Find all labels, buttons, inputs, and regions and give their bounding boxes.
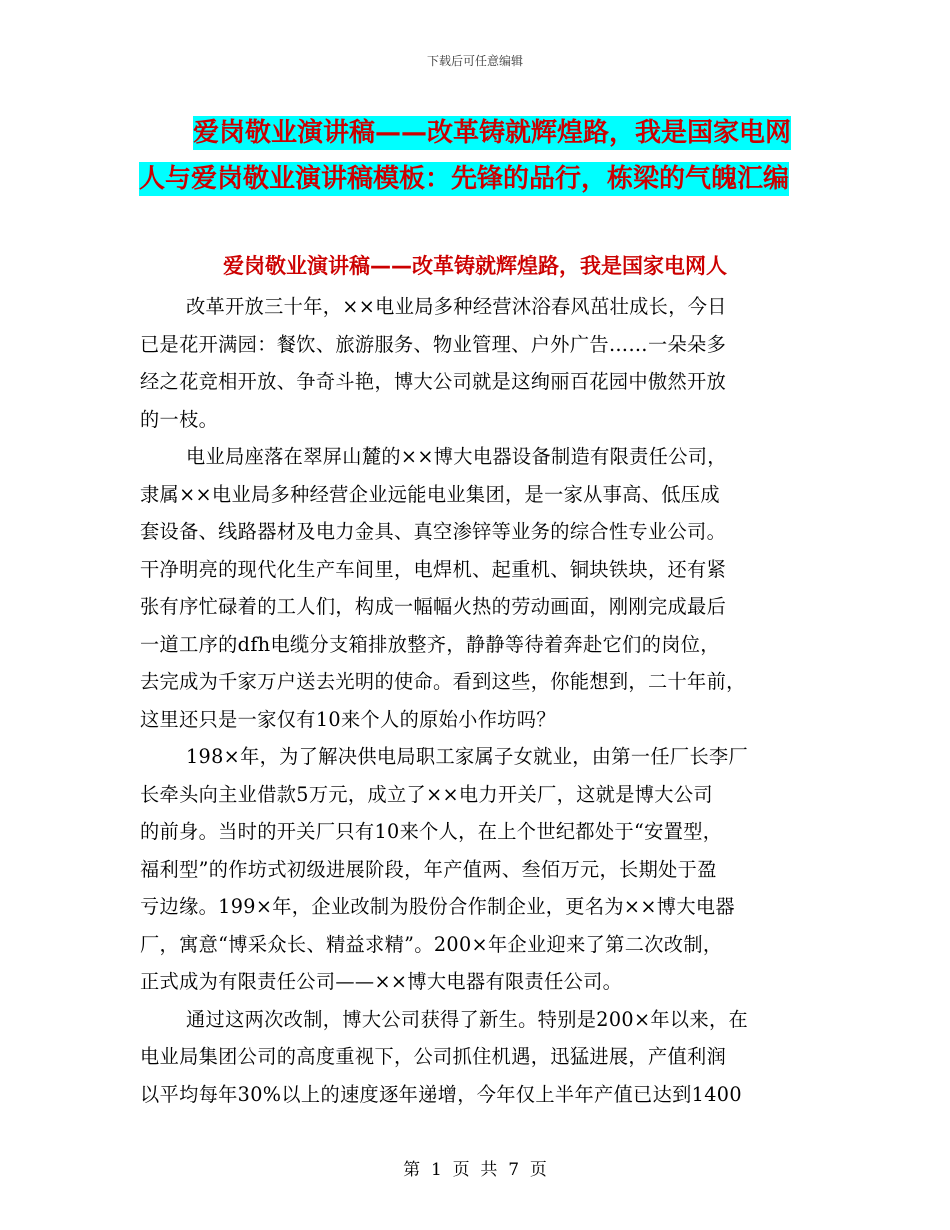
page-footer: 第 1 页 共 7 页 bbox=[403, 1160, 547, 1180]
paragraph-line: 已是花开满园：餐饮、旅游服务、物业管理、户外广告……一朵朵多 bbox=[140, 332, 727, 356]
paragraph-line: 隶属××电业局多种经营企业远能电业集团，是一家从事高、低压成 bbox=[140, 482, 720, 506]
body-text bbox=[140, 288, 815, 1113]
document-title bbox=[139, 110, 819, 202]
page-header: 下载后可任意编辑 bbox=[426, 54, 523, 68]
title-highlight: 人与爱岗敬业演讲稿模板：先锋的品行，栋梁的气魄汇编 bbox=[139, 164, 790, 194]
paragraph-line: 经之花竞相开放、争奇斗艳，博大公司就是这绚丽百花园中傲然开放 bbox=[140, 370, 727, 393]
paragraph-line: 厂，寓意“博采众长、精益求精”。200×年企业迎来了第二次改制， bbox=[140, 932, 723, 956]
paragraph-line: 去完成为千家万户送去光明的使命。看到这些，你能想到，二十年前， bbox=[140, 670, 746, 693]
paragraph-line: 这里还只是一家仅有10来个人的原始小作坊吗？ bbox=[140, 707, 556, 731]
paragraph-line: 套设备、线路器材及电力金具、真空渗锌等业务的综合性专业公司。 bbox=[140, 520, 727, 543]
paragraph-line: 的前身。当时的开关厂只有10来个人，在上个世纪都处于“安置型， bbox=[140, 820, 723, 843]
paragraph-line: 电业局座落在翠屏山麓的××博大电器设备制造有限责任公司， bbox=[186, 445, 727, 468]
paragraph-line: 一道工序的dfh电缆分支箱排放整齐，静静等待着奔赴它们的岗位， bbox=[140, 632, 720, 656]
paragraph-line: 198×年，为了解决供电局职工家属子女就业，由第一任厂长李厂 bbox=[186, 745, 749, 768]
paragraph-line: 福利型”的作坊式初级进展阶段，年产值两、叁佰万元，长期处于盈 bbox=[140, 857, 717, 881]
title-highlight: 爱岗敬业演讲稿——改革铸就辉煌路，我是国家电网 bbox=[193, 118, 792, 148]
document-title-line-2 bbox=[139, 156, 819, 202]
paragraph-line: 正式成为有限责任公司——××博大电器有限责任公司。 bbox=[140, 970, 623, 993]
document-title-line-1 bbox=[139, 110, 819, 156]
paragraph-line: 亏边缘。199×年，企业改制为股份合作制企业，更名为××博大电器 bbox=[140, 895, 735, 918]
paragraph-line: 干净明亮的现代化生产车间里，电焊机、起重机、铜块铁块，还有紧 bbox=[140, 557, 727, 581]
paragraph-line: 通过这两次改制，博大公司获得了新生。特别是200×年以来，在 bbox=[186, 1007, 749, 1031]
paragraph-line: 张有序忙碌着的工人们，构成一幅幅火热的劳动画面，刚刚完成最后 bbox=[140, 595, 727, 618]
paragraph-line: 长牵头向主业借款5万元，成立了××电力开关厂，这就是博大公司 bbox=[140, 782, 713, 806]
paragraph-line: 改革开放三十年，××电业局多种经营沐浴春风茁壮成长，今日 bbox=[186, 295, 727, 318]
section-title: 爱岗敬业演讲稿——改革铸就辉煌路，我是国家电网人 bbox=[223, 254, 727, 278]
paragraph-line: 的一枝。 bbox=[140, 407, 219, 431]
paragraph-line: 以平均每年30%以上的速度逐年递增，今年仅上半年产值已达到1400 bbox=[140, 1082, 742, 1106]
paragraph-line: 电业局集团公司的高度重视下，公司抓住机遇，迅猛进展，产值利润 bbox=[140, 1045, 727, 1068]
